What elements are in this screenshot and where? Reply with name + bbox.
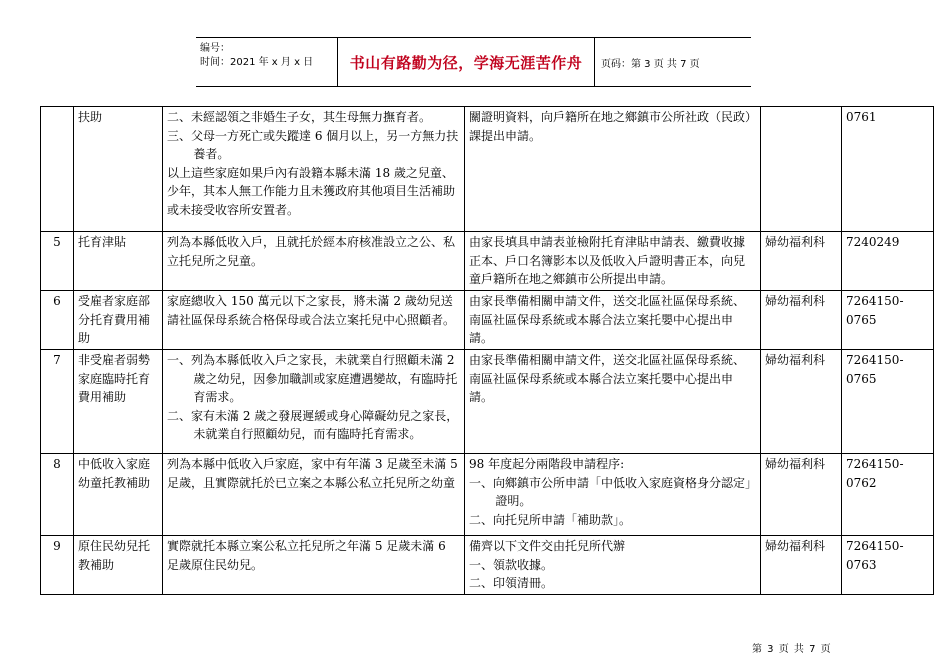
procedure-line: 二、印領清冊。: [469, 576, 554, 590]
table-row: [41, 107, 934, 232]
criteria-line: 列為本縣低收入戶，且就托於經本府核准設立之公、私立托兒所之兒童。: [167, 235, 456, 268]
application-procedure: [465, 291, 761, 350]
procedure-line: 二、向托兒所申請「補助款」。: [469, 512, 632, 527]
page-footer: 第 3 页 共 7 页: [752, 644, 832, 655]
criteria-line: 家庭總收入 150 萬元以下之家長，將未滿 2 歲幼兒送請社區保母系統合格保母或合法立案托兒中心照顧者。: [167, 294, 456, 327]
table-row: [41, 454, 934, 536]
header-page: 页码：第 3 页 共 7 页: [601, 58, 700, 70]
responsible-department: 婦幼福利科: [761, 350, 842, 454]
application-procedure: [465, 232, 761, 291]
item-name: 原住民幼兒托教補助: [74, 536, 163, 595]
contact-phone: 7264150-0763: [842, 536, 934, 595]
header-number: 编号：: [200, 43, 230, 54]
eligibility-criteria: [163, 232, 465, 291]
row-number: 8: [41, 454, 74, 536]
procedure-line: 由家長準備相關申請文件，送交北區社區保母系統、南區社區保母系統或本縣合法立案托嬰中心提出申請。: [469, 353, 746, 404]
procedure-line: 一、向鄉鎮市公所申請「中低收入家庭資格身分認定」證明。: [469, 475, 752, 508]
welfare-table: [40, 106, 934, 595]
eligibility-criteria: [163, 536, 465, 595]
eligibility-criteria: [163, 291, 465, 350]
row-number: 9: [41, 536, 74, 595]
header-time: 时间：2021 年 x 月 x 日: [200, 57, 314, 68]
criteria-line: 三、父母一方死亡或失蹤達 6 個月以上，另一方無力扶養者。: [167, 128, 459, 161]
criteria-line: 二、家有未滿 2 歲之發展遲緩或身心障礙幼兒之家長，未就業自行照顧幼兒，而有臨時托育需求。: [167, 408, 459, 441]
responsible-department: 婦幼福利科: [761, 536, 842, 595]
item-name: 扶助: [74, 107, 163, 232]
responsible-department: [761, 107, 842, 232]
table-row: [41, 232, 934, 291]
procedure-line: 由家長準備相關申請文件，送交北區社區保母系統、南區社區保母系統或本縣合法立案托嬰中心提出申請。: [469, 294, 746, 345]
procedure-line: 一、領款收據。: [469, 557, 554, 572]
document-header: [196, 37, 751, 87]
item-name: 托育津貼: [74, 232, 163, 291]
header-motto: 书山有路勤为径，学海无涯苦作舟: [338, 38, 595, 86]
application-procedure: [465, 454, 761, 536]
application-procedure: [465, 107, 761, 232]
application-procedure: [465, 350, 761, 454]
criteria-line: 二、未經認領之非婚生子女，其生母無力撫育者。: [167, 110, 432, 124]
row-number: 7: [41, 350, 74, 454]
criteria-line: 實際就托本縣立案公私立托兒所之年滿 5 足歲未滿 6 足歲原住民幼兒。: [167, 539, 446, 572]
responsible-department: 婦幼福利科: [761, 454, 842, 536]
eligibility-criteria: [163, 107, 465, 232]
item-name: 中低收入家庭幼童托教補助: [74, 454, 163, 536]
eligibility-criteria: [163, 454, 465, 536]
criteria-line: 列為本縣中低收入戶家庭，家中有年滿 3 足歲至未滿 5 足歲，且實際就托於已立案之本縣公私立托兒所之幼童: [167, 457, 458, 490]
contact-phone: 7240249: [842, 232, 934, 291]
row-number: 6: [41, 291, 74, 350]
table-row: [41, 536, 934, 595]
row-number: [41, 107, 74, 232]
procedure-line: 備齊以下文件交由托兒所代辦: [469, 539, 626, 553]
header-meta: [196, 38, 338, 86]
table-row: [41, 350, 934, 454]
contact-phone: 0761: [842, 107, 934, 232]
row-number: 5: [41, 232, 74, 291]
contact-phone: 7264150-0765: [842, 350, 934, 454]
item-name: 受雇者家庭部分托育費用補助: [74, 291, 163, 350]
responsible-department: 婦幼福利科: [761, 232, 842, 291]
application-procedure: [465, 536, 761, 595]
procedure-line: 98 年度起分兩階段申請程序:: [469, 457, 625, 471]
criteria-line: 以上這些家庭如果戶內有設籍本縣未滿 18 歲之兒童、少年，其本人無工作能力且未獲政府其他項目生活補助或未接受收容所安置者。: [167, 165, 456, 217]
responsible-department: 婦幼福利科: [761, 291, 842, 350]
eligibility-criteria: [163, 350, 465, 454]
criteria-line: 一、列為本縣低收入戶之家長，未就業自行照顧未滿 2 歲之幼兒，因參加職訓或家庭遭遇變故，有臨時托育需求。: [167, 353, 458, 404]
procedure-line: 關證明資料，向戶籍所在地之鄉鎮市公所社政（民政）課提出申請。: [469, 110, 752, 143]
procedure-line: 由家長填具申請表並檢附托育津貼申請表、繳費收據正本、戶口名簿影本以及低收入戶證明書正本，向兒童戶籍所在地之鄉鎮市公所提出申請。: [469, 235, 746, 286]
contact-phone: 7264150-0762: [842, 454, 934, 536]
item-name: 非受雇者弱勢家庭臨時托育費用補助: [74, 350, 163, 454]
contact-phone: 7264150-0765: [842, 291, 934, 350]
table-row: [41, 291, 934, 350]
